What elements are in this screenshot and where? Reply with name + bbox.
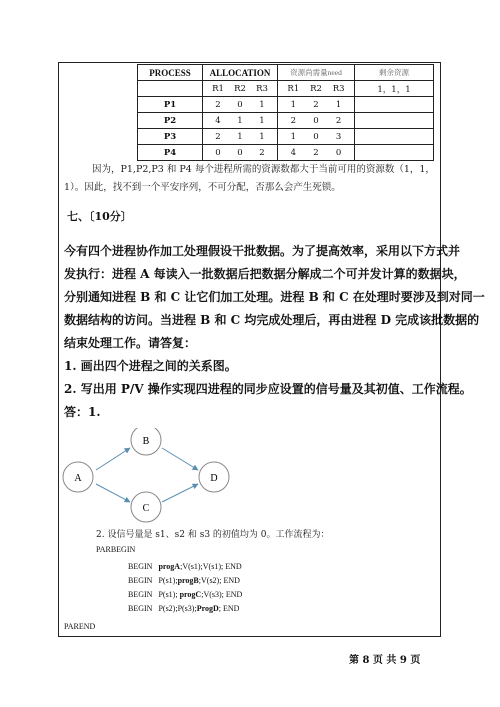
page-number: 第 8 页 共 9 页 bbox=[349, 655, 421, 666]
code-line-d: BEGIN P(s2);P(s3);ProgD; END bbox=[128, 604, 240, 613]
col-process: PROCESS bbox=[138, 65, 203, 81]
parend: PAREND bbox=[64, 622, 96, 631]
edge-a-b bbox=[96, 448, 130, 470]
parbegin: PARBEGIN bbox=[96, 545, 136, 554]
code-line-c: BEGIN P(s1); progC;V(s3); END bbox=[128, 590, 243, 599]
available-value: 1，1，1 bbox=[355, 81, 434, 97]
table-row: P3 2 1 1 1 0 3 bbox=[138, 129, 434, 145]
empty-cell bbox=[138, 81, 203, 97]
table-row: P2 4 1 1 2 0 2 bbox=[138, 113, 434, 129]
body-line-3: 分别通知进程 B 和 C 让它们加工处理。进程 B 和 C 在处理时要涉及到对同一 bbox=[64, 290, 485, 304]
body-line-2: 发执行：进程 A 每读入一批数据后把数据分解成二个可并发计算的数据块， bbox=[64, 267, 466, 281]
body-line-4: 数据结构的访问。当进程 B 和 C 均完成处理后，再由进程 D 完成该批数据的 bbox=[64, 313, 480, 327]
resource-table bbox=[137, 64, 434, 161]
explanation-line-2: 1）。因此，找不到一个平安序列，不可分配，否那么会产生死锁。 bbox=[64, 182, 341, 193]
alloc-subheaders: R1 R2 R3 bbox=[203, 81, 278, 97]
table-row: P4 0 0 2 4 2 0 bbox=[138, 145, 434, 161]
edge-c-d bbox=[162, 484, 198, 502]
table-row: P1 2 0 1 1 2 1 bbox=[138, 97, 434, 113]
code-line-a: BEGIN progA;V(s1);V(s1); END bbox=[128, 562, 242, 571]
code-line-b: BEGIN P(s1);progB;V(s2); END bbox=[128, 576, 240, 585]
node-b-label: B bbox=[142, 436, 150, 447]
edge-a-c bbox=[96, 484, 130, 502]
node-c-label: C bbox=[142, 503, 150, 514]
body-line-1: 今有四个进程协作加工处理假设干批数据。为了提高效率，采用以下方式并 bbox=[64, 244, 461, 258]
need-subheaders: R1 R2 R3 bbox=[278, 81, 355, 97]
explanation-line-1: 因为，P1,P2,P3 和 P4 每个进程所需的资源数都大于当前可用的资源数（1，1， bbox=[92, 164, 435, 175]
answer-2-intro: 2. 设信号量是 s1、s2 和 s3 的初值均为 0。工作流程为： bbox=[96, 530, 330, 540]
col-remaining: 剩余资源 bbox=[355, 65, 434, 81]
process-relationship-diagram bbox=[62, 428, 262, 528]
question-1: 1. 画出四个进程之间的关系图。 bbox=[64, 359, 237, 373]
node-d-label: D bbox=[210, 473, 218, 484]
answer-label: 答：1. bbox=[64, 405, 101, 419]
col-allocation: ALLOCATION bbox=[203, 65, 278, 81]
node-a-label: A bbox=[74, 473, 82, 484]
question-2: 2. 写出用 P/V 操作实现四进程的同步应设置的信号量及其初值、工作流程。 bbox=[64, 382, 472, 396]
section-title: 七、〔10分〕 bbox=[67, 210, 132, 223]
body-line-5: 结束处理工作。请答复： bbox=[64, 336, 197, 350]
edge-b-d bbox=[162, 448, 198, 470]
col-need: 资源尚需量need bbox=[278, 65, 355, 81]
